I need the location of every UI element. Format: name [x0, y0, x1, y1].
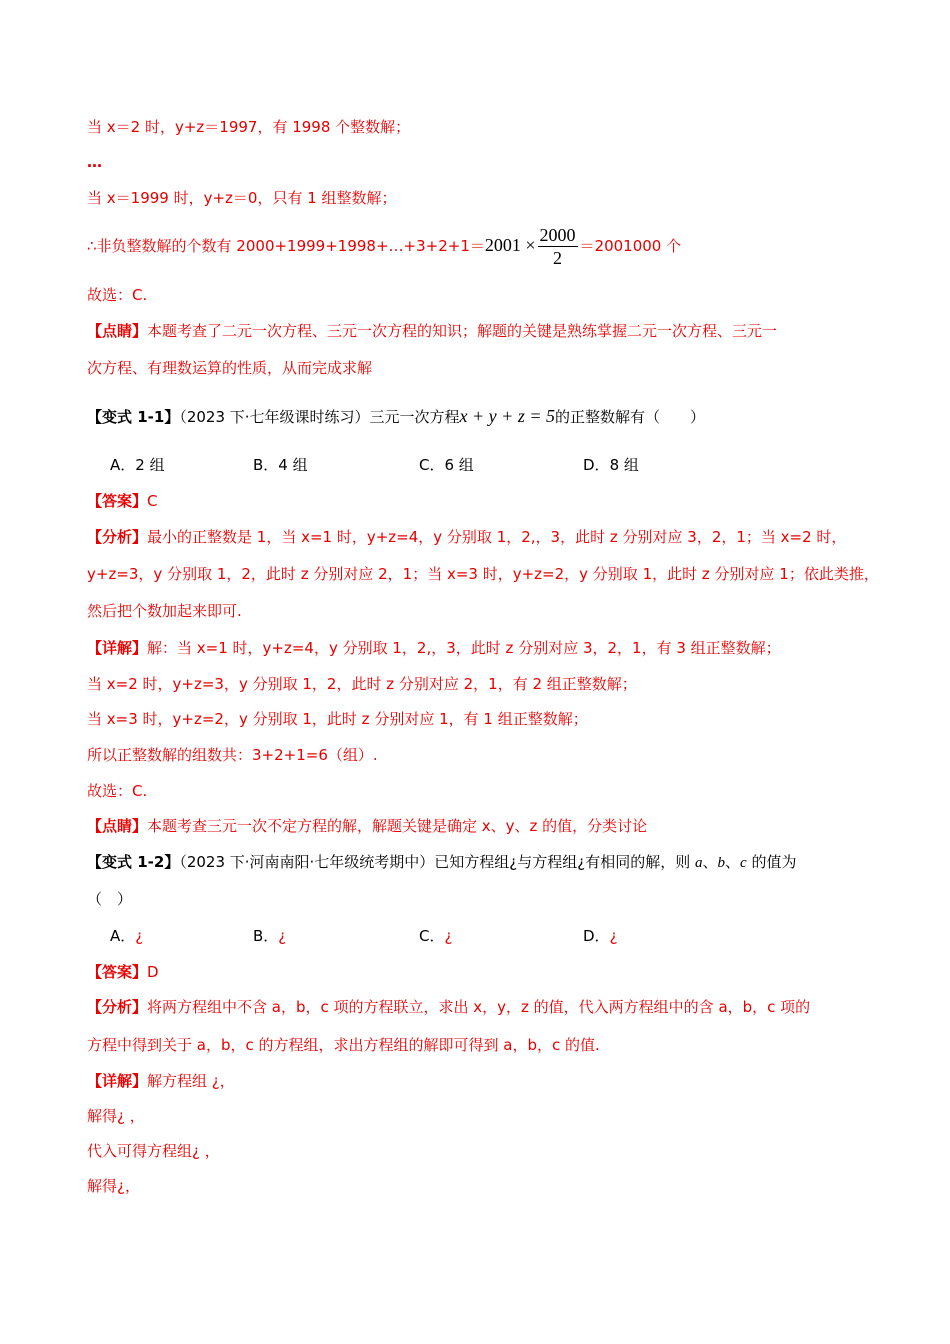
variant-1-2-tag: 【变式 1-2】 — [87, 853, 180, 871]
analysis-tag: 【分析】 — [87, 998, 148, 1016]
variant-1-1-source: （2023 下·七年级课时练习）三元一次方程 — [179, 408, 460, 426]
option-text: ¿ — [609, 927, 618, 945]
option-letter: D． — [583, 927, 610, 945]
option-text: 6 组 — [444, 456, 474, 474]
variant-1-2-option-c[interactable] — [419, 926, 452, 946]
variant-1-2-stem — [87, 852, 797, 873]
sum-prefix: ∴非负整数解的个数有 2000+1999+1998+…+3+2+1＝ — [87, 237, 485, 255]
variant-1-1-detail-line1 — [87, 638, 781, 658]
option-text: ¿ — [278, 927, 287, 945]
variant-1-2-option-a[interactable] — [110, 926, 143, 946]
variant-1-1-analysis-line3: 然后把个数加起来即可. — [87, 602, 242, 620]
answer-value: D — [147, 963, 159, 981]
variant-1-2-detail-line3: 代入可得方程组¿ ， — [87, 1142, 220, 1160]
variant-1-1-tag: 【变式 1-1】 — [87, 408, 180, 426]
sum-fraction — [538, 224, 578, 269]
option-text: 4 组 — [278, 456, 308, 474]
option-text: 2 组 — [135, 456, 165, 474]
variant-1-1-stem-end: 的正整数解有（ ） — [554, 408, 705, 426]
answer-tag: 【答案】 — [87, 492, 148, 510]
option-letter: A． — [110, 927, 136, 945]
variant-1-1-option-a[interactable] — [110, 455, 165, 475]
variant-1-2-stem-end: 的值为 — [746, 853, 797, 871]
option-letter: B． — [253, 927, 279, 945]
option-text: ¿ — [444, 927, 453, 945]
var-c: c — [740, 855, 747, 871]
detail-tag: 【详解】 — [87, 639, 148, 657]
separator: 、 — [702, 853, 718, 871]
answer-value: C — [147, 492, 158, 510]
variant-1-1-analysis-line1 — [87, 527, 846, 547]
fraction-numerator: 2000 — [539, 225, 576, 245]
solution-ellipsis: … — [87, 153, 102, 171]
variant-1-2-detail-line2: 解得¿ ， — [87, 1107, 145, 1125]
variant-1-2-analysis-line1 — [87, 997, 810, 1017]
var-a: a — [695, 855, 703, 871]
comment-tag: 【点睛】 — [87, 817, 148, 835]
answer-tag: 【答案】 — [87, 963, 148, 981]
analysis-tag: 【分析】 — [87, 528, 148, 546]
solution-line-x1999: 当 x＝1999 时，y+z＝0，只有 1 组整数解； — [87, 189, 397, 207]
variant-1-1-choice: 故选：C. — [87, 782, 148, 800]
separator: 、 — [725, 853, 741, 871]
variant-1-1-option-c[interactable] — [419, 455, 474, 475]
variant-1-1-stem — [87, 404, 705, 429]
analysis-text: 将两方程组中不含 a，b，c 项的方程联立，求出 x，y，z 的值，代入两方程组中的含 a，b，c 项的 — [147, 998, 811, 1016]
variant-1-2-option-b[interactable] — [253, 926, 286, 946]
option-letter: C． — [419, 927, 445, 945]
variant-1-2-stem-text: （2023 下·河南南阳·七年级统考期中）已知方程组¿与方程组¿有相同的解，则 — [179, 853, 696, 871]
variant-1-1-option-b[interactable] — [253, 455, 308, 475]
variant-1-2-paren: （ ） — [87, 890, 133, 908]
solution-comment-line1 — [87, 321, 777, 341]
variant-1-2-analysis-line2: 方程中得到关于 a，b，c 的方程组，求出方程组的解即可得到 a，b，c 的值. — [87, 1036, 600, 1054]
variant-1-2-detail-line4: 解得¿， — [87, 1177, 140, 1195]
option-letter: A． — [110, 456, 136, 474]
sum-factor: 2001 × — [484, 235, 536, 255]
variant-1-1-equation: x + y + z = 5 — [459, 406, 555, 426]
fraction-denominator: 2 — [553, 248, 563, 268]
variant-1-1-detail-line2: 当 x=2 时，y+z=3，y 分别取 1，2，此时 z 分别对应 2，1，有 2 组正整数解； — [87, 675, 637, 693]
sum-suffix: ＝2001000 个 — [579, 237, 682, 255]
solution-line-x2: 当 x＝2 时，y+z＝1997，有 1998 个整数解； — [87, 118, 411, 136]
var-b: b — [717, 855, 726, 871]
option-letter: B． — [253, 456, 279, 474]
variant-1-2-answer — [87, 962, 159, 982]
comment-text: 本题考查了二元一次方程、三元一次方程的知识；解题的关键是熟练掌握二元一次方程、三元一 — [147, 322, 778, 340]
solution-sum-formula — [87, 222, 681, 269]
option-letter: C． — [419, 456, 445, 474]
variant-1-1-answer — [87, 491, 158, 511]
option-text: 8 组 — [609, 456, 639, 474]
solution-comment-line2: 次方程、有理数运算的性质，从而完成求解 — [87, 359, 373, 377]
variant-1-1-option-d[interactable] — [583, 455, 639, 475]
option-letter: D． — [583, 456, 610, 474]
variant-1-1-detail-line4: 所以正整数解的组数共：3+2+1=6（组）. — [87, 746, 378, 764]
detail-tag: 【详解】 — [87, 1072, 148, 1090]
detail-text: 解：当 x=1 时，y+z=4，y 分别取 1，2,，3，此时 z 分别对应 3，2，1，有 3 组正整数解； — [147, 639, 781, 657]
detail-text: 解方程组 ¿， — [147, 1072, 235, 1090]
variant-1-1-analysis-line2: y+z=3，y 分别取 1，2，此时 z 分别对应 2，1；当 x=3 时，y+z=2，y 分别取 1，此时 z 分别对应 1；依此类推， — [87, 565, 879, 583]
variant-1-1-detail-line3: 当 x=3 时，y+z=2，y 分别取 1，此时 z 分别对应 1，有 1 组正整数解； — [87, 710, 588, 728]
variant-1-2-option-d[interactable] — [583, 926, 618, 946]
variant-1-1-comment — [87, 816, 647, 836]
option-text: ¿ — [135, 927, 144, 945]
comment-tag: 【点睛】 — [87, 322, 148, 340]
solution-choice: 故选：C. — [87, 286, 148, 304]
analysis-text: 最小的正整数是 1，当 x=1 时，y+z=4，y 分别取 1，2,，3，此时 z 分别对应 3，2，1；当 x=2 时， — [147, 528, 847, 546]
variant-1-2-detail-line1 — [87, 1071, 235, 1091]
comment-text: 本题考查三元一次不定方程的解，解题关键是确定 x、y、z 的值，分类讨论 — [147, 817, 648, 835]
